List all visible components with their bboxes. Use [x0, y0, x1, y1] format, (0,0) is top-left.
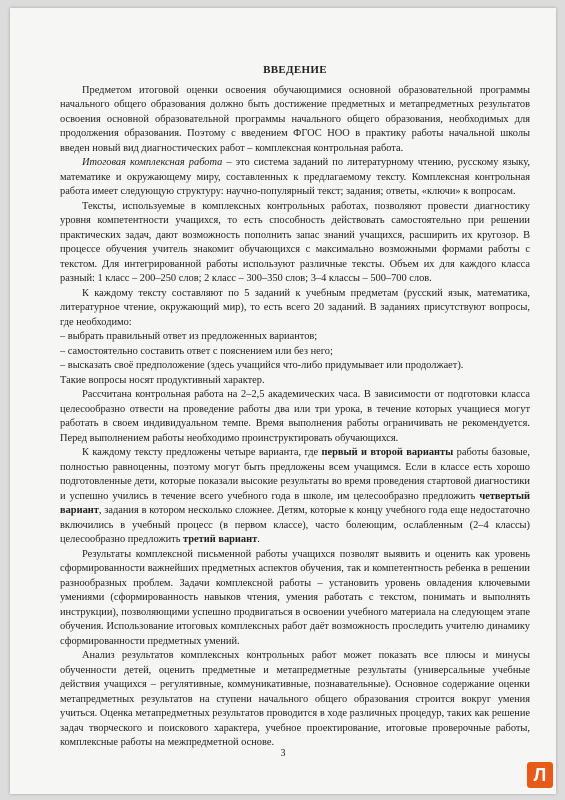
list-item: – выбрать правильный ответ из предложенных вариантов;: [60, 331, 318, 342]
page-body: [60, 63, 530, 751]
paragraph-5: Такие вопросы носят продуктивный характер.: [60, 374, 265, 386]
list-item: – высказать своё предположение (здесь учащийся что-либо придумывает или продолжает).: [60, 360, 464, 371]
page-title: ВВЕДЕНИЕ: [263, 64, 327, 76]
paragraph-7-text: К каждому тексту предложены четыре варианта, где: [82, 447, 322, 458]
paragraph-9: Анализ результатов комплексных контрольных работ может показать все плюсы и минусы обученности детей, оценить предметные и метапредметные результаты (универсальные учебные действия учащихся – регулятивные, коммуникативные, познавательные). Основное содержание оценки метапредметных результатов на ступени начального общего образования строится вокруг умения учиться. Оценка метапредметных результатов проводится в ходе различных процедур, таких как решение задач творческого и поискового характера, учебное проектирование, итоговые проверочные работы, комплексные работы на межпредметной основе.: [60, 650, 530, 748]
paragraph-8: Результаты комплексной письменной работы учащихся позволят выявить и оценить как уровень сформированности важнейших предметных аспектов обучения, так и компетентность ребенка в решении разнообразных проблем. Задачи комплексной работы – установить уровень овладения ключевыми умениями (сформированность навыков чтения, умения работать с текстом, понимать и выполнять инструкции), позволяющими успешно продвигаться в освоении учебного материала на следующем этапе обучения. Использование итоговых комплексных работ даёт возможность проследить учителю динамику сформированности предметных умений.: [60, 548, 530, 647]
paragraph-7-text: , задания в котором несколько сложнее. Детям, которые к концу учебного года еще недостаточно включились в учебный процесс (в первом классе), часто болеющим, ослабленным (2–4 классы) целесообразно предложить: [60, 505, 530, 545]
paragraph-2-text: – это система заданий по литературному чтению, русскому языку, математике и окружающему миру, составленных к предлагаемому тексту. Комплексная контрольная работа имеет следующую структуру: научно-популярный текст; задания; ответы, «ключи» к вопросам.: [60, 157, 530, 197]
publisher-logo-icon: Л: [527, 762, 553, 788]
bold-variants-1-2: первый и второй варианты: [321, 447, 454, 458]
list-item: – самостоятельно составить ответ с пояснением или без него;: [60, 345, 333, 357]
page-number: 3: [280, 748, 286, 759]
paragraph-4: К каждому тексту составляют по 5 заданий к учебным предметам (русский язык, математика, литературное чтение, окружающий мир), то есть всего 20 заданий. В заданиях присутствуют вопросы, где необходимо:: [60, 287, 530, 328]
bold-variant-3: третий вариант: [183, 534, 258, 545]
document-page: [10, 8, 556, 794]
paragraph-7-text: .: [257, 534, 260, 545]
paragraph-3: Тексты, используемые в комплексных контрольных работах, позволяют провести диагностику уровня компетентности учащихся, то есть способность действовать самостоятельно при решении практических задач, дают возможность пополнить запас знаний учащихся, расширить их кругозор. В процессе обучения учитель знакомит обучающихся с максимально возможными формами работы с текстом. Для интегрированной работы используют различные тексты. Объем их для каждого класса разный: 1 класс – 200–250 слов; 2 класс – 300–350 слов; 3–4 классы – 500–700 слов.: [60, 200, 530, 284]
paragraph-1: Предметом итоговой оценки освоения обучающимися основной образовательной программы начального общего образования должно быть достижение предметных и метапредметных результатов освоения основной образовательной программы начального общего образования, необходимых для продолжения образования. Поэтому с введением ФГОС НОО в практику работы начальной школы введен новый вид диагностических работ – комплексная контрольная работа.: [60, 84, 530, 154]
bold-variant-4: четвертый вариант: [60, 490, 530, 516]
paragraph-2: [60, 156, 530, 200]
paragraph-7-text: работы базовые, полностью равноценны, поэтому могут быть предложены всем учащимся. Если в классе есть хорошо подготовленные дети, которые показали высокие результаты во время проведения стартовой диагностики и успешно учились в течение всего учебного года в школе, им целесообразно предложить: [60, 447, 530, 502]
paragraph-7: [60, 446, 530, 548]
paragraph-6: Рассчитана контрольная работа на 2–2,5 академических часа. В зависимости от подготовки класса целесообразно отвести на проведение работы два или три урока, в течение которых учащиеся могут работать в своем индивидуальном темпе. Время выполнения работы ограничивать не рекомендуется. Перед выполнением работы необходимо проинструктировать обучающихся.: [60, 389, 530, 444]
italic-term: Итоговая комплексная работа: [82, 157, 223, 168]
